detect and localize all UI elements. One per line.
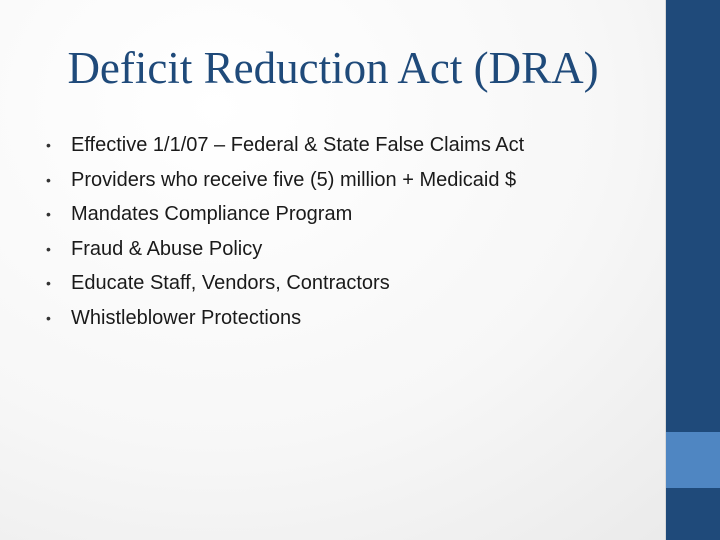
- bullet-icon: •: [46, 309, 51, 326]
- bullet-item: [46, 232, 524, 267]
- bullet-text: Effective 1/1/07 – Federal & State False Claims Act: [71, 134, 525, 156]
- bullet-icon: •: [46, 206, 51, 223]
- bullet-text: Whistleblower Protections: [71, 306, 302, 329]
- bullet-icon: •: [46, 275, 51, 292]
- bullet-icon: •: [46, 137, 51, 153]
- bullet-list: [46, 128, 524, 336]
- bullet-text: Mandates Compliance Program: [71, 203, 353, 226]
- bullet-icon: •: [46, 171, 51, 188]
- bullet-item: [46, 301, 524, 336]
- bullet-text: Educate Staff, Vendors, Contractors: [71, 272, 390, 295]
- bullet-item: [46, 163, 524, 198]
- bullet-text: Fraud & Abuse Policy: [71, 237, 263, 260]
- bullet-text: Providers who receive five (5) million + Medicaid $: [71, 168, 517, 191]
- side-accent-block: [666, 432, 720, 488]
- bullet-item: [46, 128, 524, 163]
- slide-title: Deficit Reduction Act (DRA): [67, 43, 599, 93]
- bullet-item: [46, 266, 524, 301]
- bullet-icon: •: [46, 240, 51, 257]
- bullet-item: [46, 197, 524, 232]
